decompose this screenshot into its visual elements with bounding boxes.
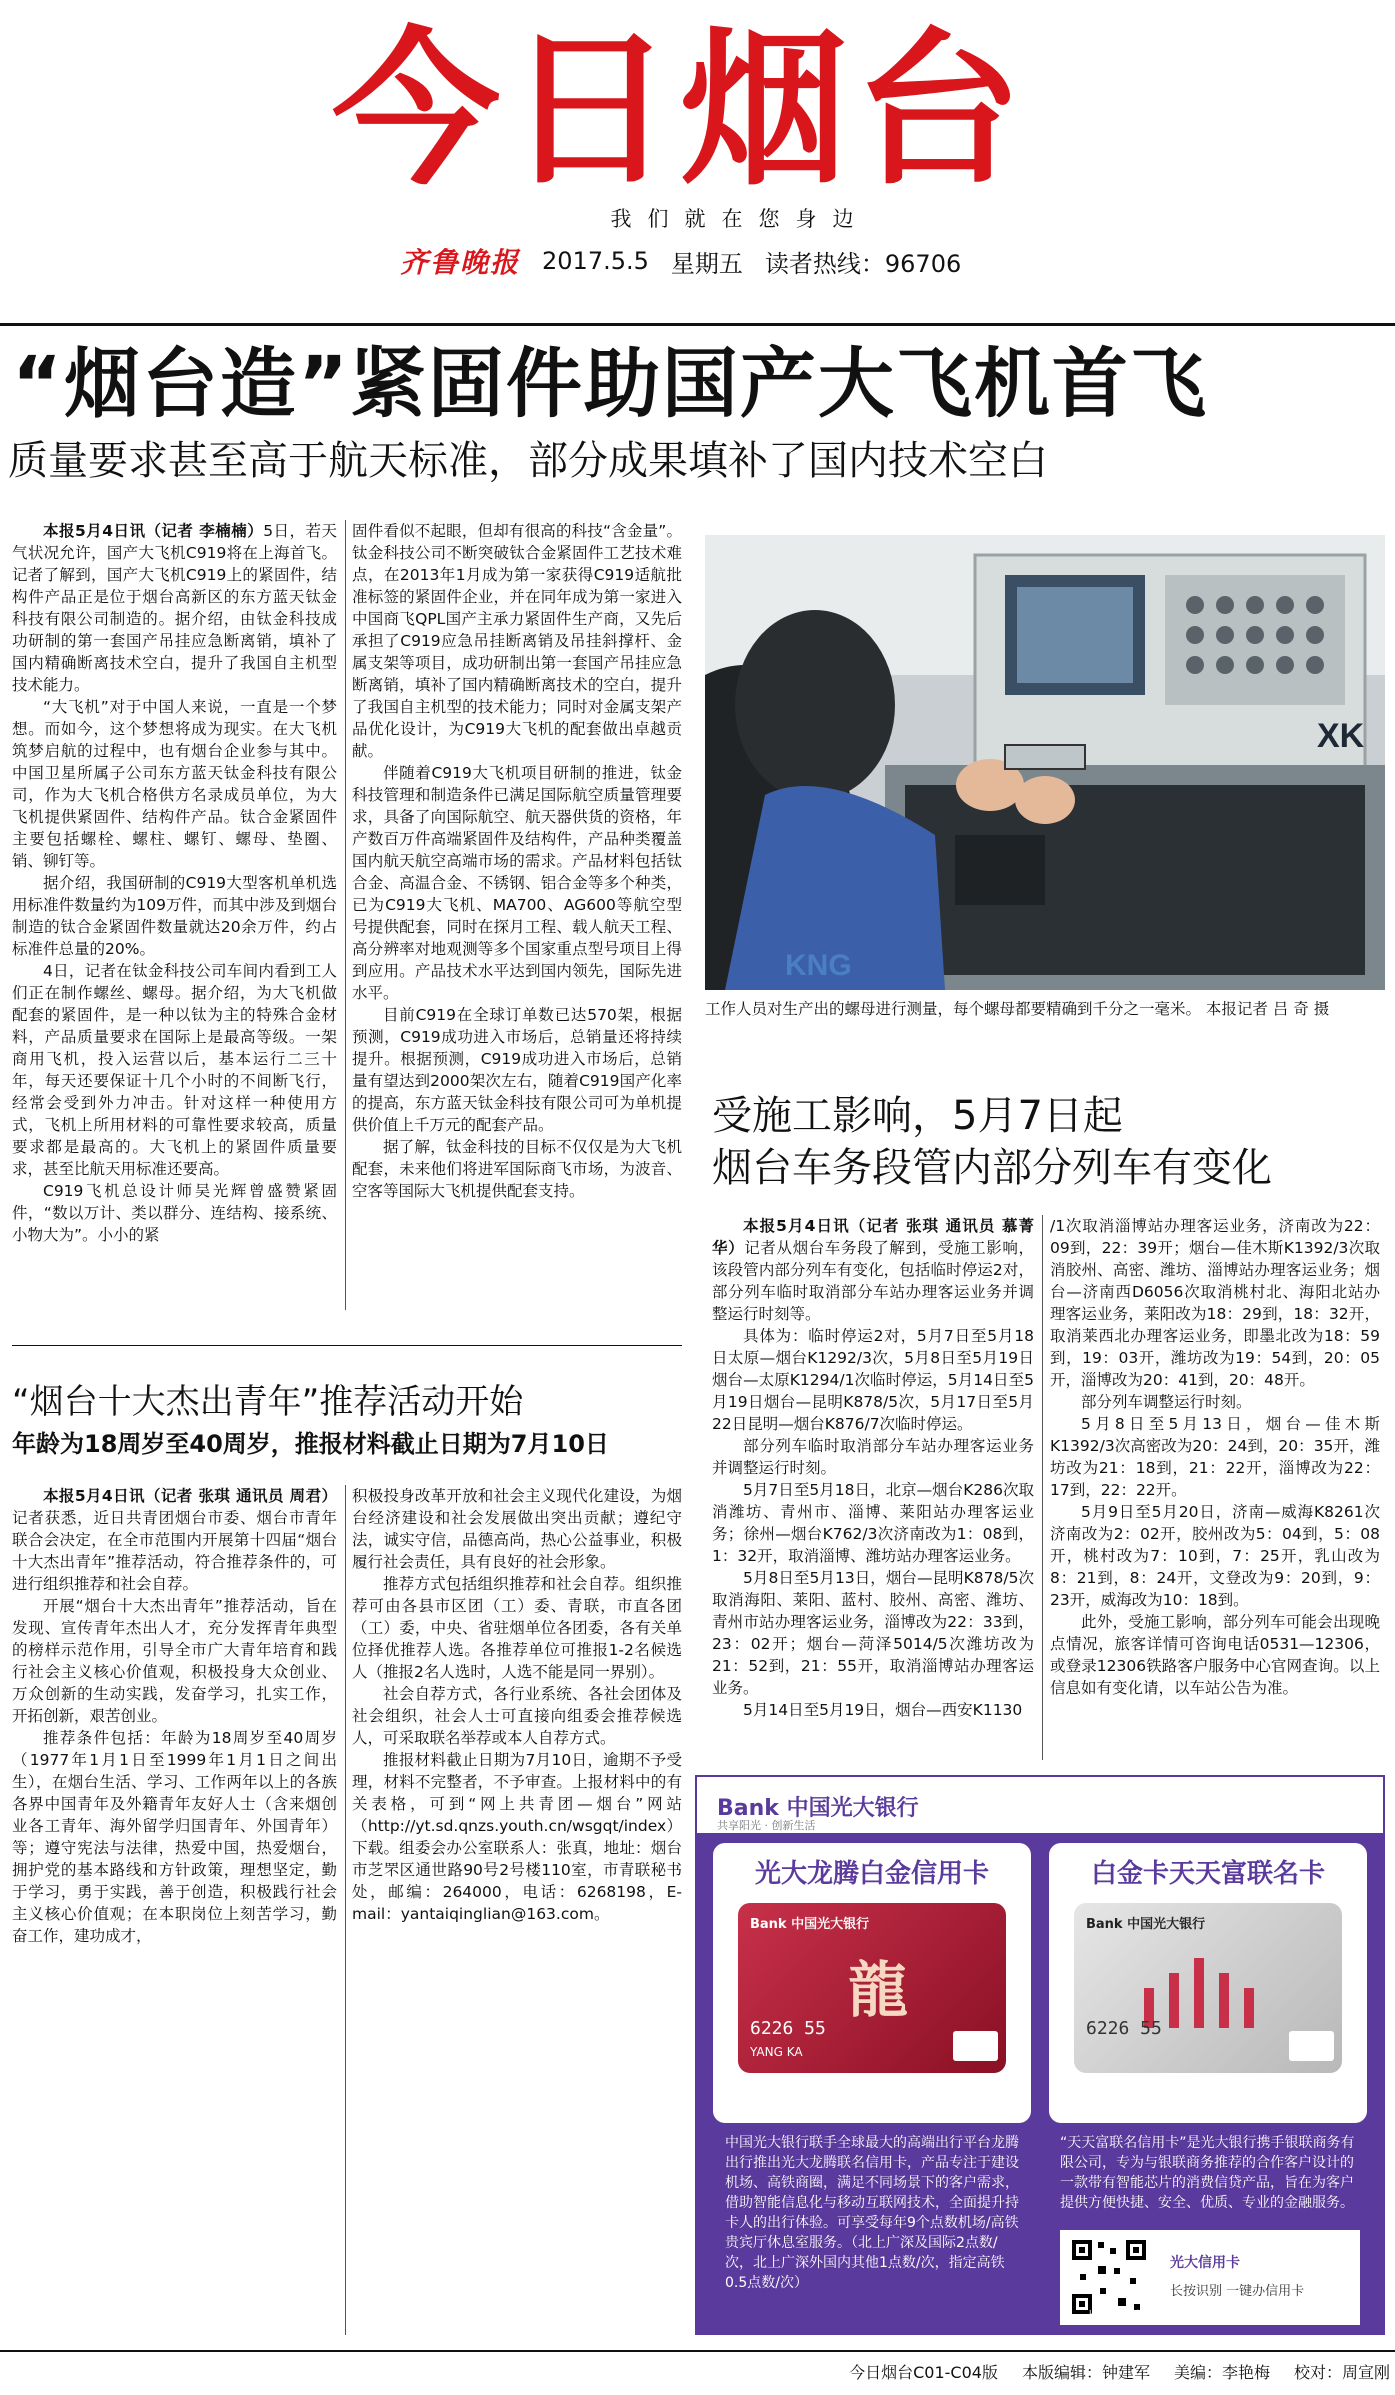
masthead-slogan: 我们就在您身边 bbox=[610, 207, 870, 231]
rail-headline-line2: 烟台车务段管内部分列车有变化 bbox=[712, 1145, 1272, 1191]
bank-slogan: 共享阳光 · 创新生活 bbox=[717, 1819, 816, 1832]
bank-advertisement[interactable] bbox=[695, 1775, 1385, 2335]
rail-paragraph: 5月8日至5月13日，烟台—佳木斯K1392/3次高密改为20：24到，20：35开，潍坊改为21：18到，21：22开，淄博改为22：17到，22：22开。 bbox=[1050, 1415, 1380, 1499]
footer-pages: 今日烟台C01-C04版 bbox=[849, 2363, 998, 2382]
rising-arrows-icon bbox=[1134, 1948, 1284, 2028]
youth-paragraph: 推荐条件包括：年龄为18周岁至40周岁（1977年1月1日至1999年1月1日之间出生），在烟台生活、学习、工作两年以上的各族各界中国青年及外籍青年友好人士（含来烟创业各工青年、海外留学归国青年、外国青年）等；遵守宪法与法律，热爱中国，热爱烟台，拥护党的基本路线和方针政策，理想坚定，勤于学习，勇于实践，善于创造，积极践行社会主义核心价值观；在本职岗位上刻苦学习，勤奋工作，建功成才， bbox=[12, 1729, 337, 1945]
card2-number: 6226 55 bbox=[1086, 2018, 1162, 2039]
youth-column-1 bbox=[12, 1485, 337, 1947]
rail-headline bbox=[712, 1090, 1382, 1194]
column-divider bbox=[345, 1485, 346, 2335]
rail-paragraph: 具体为：临时停运2对，5月7日至5月18日太原—烟台K1292/3次，5月8日至5月19日烟台—太原K1294/1次临时停运，5月14日至5月19日烟台—昆明K878/5次，5月17日至5月22日昆明—烟台K876/7次临时停运。 bbox=[712, 1327, 1034, 1433]
youth-paragraph: 积极投身改革开放和社会主义现代化建设，为烟台经济建设和社会发展做出突出贡献；遵纪守法，诚实守信，品德高尚，热心公益事业，积极履行社会责任，具有良好的社会形象。 bbox=[352, 1487, 682, 1571]
lead-subhead: 质量要求甚至高于航天标准，部分成果填补了国内技术空白 bbox=[8, 438, 1048, 484]
lead-byline: 本报5月4日讯（记者 李楠楠） bbox=[43, 522, 264, 540]
rail-paragraph: 5月9日至5月20日，济南—威海K8261次济南改为2：02开，胶州改为5：04到，5：08开，桃村改为7：10到，7：25开，乳山改为8：21到，8：24开，文登改为9：20到，9：23开，威海改为10：18到。 bbox=[1050, 1503, 1380, 1609]
lead-column-1 bbox=[12, 520, 337, 1246]
card1-image bbox=[738, 1903, 1006, 2073]
section-divider bbox=[12, 1345, 682, 1346]
paper-logo: 齐鲁晚报 bbox=[400, 246, 521, 279]
rail-paragraph: 5月7日至5月18日，北京—烟台K286次取消潍坊、青州市、淄博、莱阳站办理客运业务；徐州—烟台K762/3次济南改为1：08到，1：32开，取消淄博、潍坊站办理客运业务。 bbox=[712, 1481, 1034, 1565]
youth-paragraph: 推报材料截止日期为7月10日，逾期不予受理，材料不完整者，不予审查。上报材料中的有关表格，可到“网上共青团—烟台”网站（http://yt.sd.qnzs.youth.cn/wsgqt/index）下载。组委会办公室联系人：张真，地址：烟台市芝罘区通世路90号2号楼110室，市青联秘书处，邮编：264000，电话：6268198，E-mail：yantaiqinglian@163.com。 bbox=[352, 1751, 682, 1923]
rail-paragraph: 5月8日至5月13日，烟台—昆明K878/5次取消海阳、莱阳、蓝村、胶州、高密、潍坊、青州市站办理客运业务，淄博改为22：33到，23：02开；烟台—菏泽5014/5次潍坊改为21：52到，21：55开，取消淄博站办理客运业务。 bbox=[712, 1569, 1034, 1697]
rail-paragraph: 记者从烟台车务段了解到，受施工影响，该段管内部分列车有变化，包括临时停运2对，部分列车临时取消部分车站办理客运业务并调整运行时刻等。 bbox=[712, 1239, 1034, 1323]
card1-number: 6226 55 bbox=[750, 2018, 826, 2039]
column-divider bbox=[345, 520, 346, 1310]
masthead-title: 今日烟台 bbox=[332, 12, 1028, 208]
footer-art: 美编：李艳梅 bbox=[1173, 2363, 1270, 2382]
lead-paragraph: 据了解，钛金科技的目标不仅仅是为大飞机配套，未来他们将进军国际商飞市场，为波音、空客等国际大飞机提供配套支持。 bbox=[352, 1138, 682, 1200]
lead-paragraph: 5日，若天气状况允许，国产大飞机C919将在上海首飞。记者了解到，国产大飞机C919上的紧固件，结构件产品正是位于烟台高新区的东方蓝天钛金科技有限公司制造的。据介绍，由钛金科技成功研制的第一套国产吊挂应急断离销，填补了国内精确断离技术空白，提升了我国自主机型技术能力。 bbox=[12, 522, 337, 694]
footer-rule bbox=[0, 2350, 1395, 2352]
qr-code-icon[interactable] bbox=[1070, 2238, 1148, 2316]
dateline bbox=[400, 244, 1100, 278]
rail-paragraph: 部分列车调整运行时刻。 bbox=[1081, 1393, 1252, 1411]
youth-headline: “烟台十大杰出青年”推荐活动开始 bbox=[12, 1382, 524, 1422]
machine-label-text: KNG bbox=[785, 949, 852, 982]
card2-title: 白金卡天天富联名卡 bbox=[1090, 1859, 1325, 1889]
card1-panel bbox=[713, 1843, 1031, 2123]
youth-column-2 bbox=[352, 1485, 682, 1925]
issue-weekday: 星期五 bbox=[670, 249, 743, 278]
unionpay-icon bbox=[1289, 2031, 1334, 2061]
unionpay-icon bbox=[953, 2031, 998, 2061]
lead-paragraph: 目前C919在全球订单数已达570架，根据预测，C919成功进入市场后，总销量还将持续提升。根据预测，C919成功进入市场后，总销量有望达到2000架次左右，随着C919国产化率的提高，东方蓝天钛金科技有限公司可为单机提供价值上千万元的配套产品。 bbox=[352, 1006, 682, 1134]
footer-editor: 本版编辑：钟建军 bbox=[1021, 2363, 1150, 2382]
ad-header bbox=[695, 1775, 1385, 1835]
factory-photo bbox=[705, 535, 1385, 990]
reader-hotline: 读者热线：96706 bbox=[764, 249, 962, 278]
youth-paragraph: 推荐方式包括组织推荐和社会自荐。组织推荐可由各县市区团（工）委、青联，市直各团（工）委，中央、省驻烟单位各团委，各有关单位择优推荐人选。各推荐单位可推报1-2名候选人（推报2名人选时，人选不能是同一界别）。 bbox=[352, 1575, 682, 1681]
rail-headline-line1: 受施工影响，5月7日起 bbox=[712, 1093, 1123, 1139]
bank-logo: Bank 中国光大银行 bbox=[717, 1796, 919, 1821]
card1-dragon-glyph: 龍 bbox=[848, 1956, 908, 2026]
card2-bank-logo: Bank 中国光大银行 bbox=[1086, 1917, 1206, 1932]
card2-description: “天天富联名信用卡”是光大银行携手银联商务有限公司，专为与银联商务推荐的合作客户设计的一款带有智能芯片的消费信贷产品，旨在为客户提供方便快捷、安全、优质、专业的金融服务。 bbox=[1060, 2135, 1355, 2211]
lead-paragraph: 伴随着C919大飞机项目研制的推进，钛金科技管理和制造条件已满足国际航空质量管理要求，具备了向国际航空、航天器供货的资格，年产数百万件高端紧固件及结构件，产品种类覆盖国内航天航空高端市场的需求。产品材料包括钛合金、高温合金、不锈钢、铝合金等多个种类，已为C919大飞机、MA700、AG600等航空型号提供配套，同时在探月工程、载人航天工程、高分辨率对地观测等多个国家重点型号项目上得到应用。产品技术水平达到国内领先，国际先进水平。 bbox=[352, 764, 682, 1002]
masthead-rule bbox=[0, 323, 1395, 326]
photo-caption: 工作人员对生产出的螺母进行测量，每个螺母都要精确到千分之一毫米。 本报记者 吕 奇 摄 bbox=[705, 1000, 1330, 1018]
qr-brand: 光大信用卡 bbox=[1170, 2255, 1240, 2271]
screen-brand-text: XK bbox=[1317, 717, 1365, 755]
card2-image bbox=[1074, 1903, 1342, 2073]
qr-footer: 长按/扫一扫识别二维码，便可在线申请我行信用卡 bbox=[1087, 2309, 1333, 2322]
youth-paragraph: 记者获悉，近日共青团烟台市委、烟台市青年联合会决定，在全市范围内开展第十四届“烟台十大杰出青年”推荐活动，符合推荐条件的，可进行组织推荐和社会自荐。 bbox=[12, 1509, 337, 1593]
lead-column-2 bbox=[352, 520, 682, 1202]
lead-paragraph: 4日，记者在钛金科技公司车间内看到工人们正在制作螺丝、螺母。据介绍，为大飞机做配套的紧固件，是一种以钛为主的特殊合金材料，产品质量要求在国际上是最高等级。一架商用飞机，投入运营以后，基本运行二三十年，每天还要保证十几个小时的不间断飞行，经常会受到外力冲击。针对这样一种使用方式，飞机上所用材料的可靠性要求较高，质量要求都是最高的。大飞机上的紧固件质量要求，甚至比航天用标准还要高。 bbox=[12, 962, 337, 1178]
footer-proof: 校对：周宣刚 bbox=[1293, 2363, 1390, 2382]
rail-column-1 bbox=[712, 1215, 1034, 1721]
lead-paragraph: 据介绍，我国研制的C919大型客机单机选用标准件数量约为109万件，而其中涉及到烟台制造的钛合金紧固件数量就达20余万件，约占标准件总量的20%。 bbox=[12, 874, 337, 958]
rail-byline: 本报5月4日讯（记者 张琪 通讯员 慕菁华） bbox=[712, 1217, 1034, 1257]
rail-paragraph: 此外，受施工影响，部分列车可能会出现晚点情况，旅客详情可咨询电话0531—12306，或登录12306铁路客户服务中心官网查询。以上信息如有变化请，以车站公告为准。 bbox=[1050, 1613, 1380, 1697]
youth-paragraph: 开展“烟台十大杰出青年”推荐活动，旨在发现、宣传青年杰出人才，充分发挥青年典型的榜样示范作用，引导全市广大青年培育和践行社会主义核心价值观，积极投身大众创业、万众创新的生动实践，发奋学习，扎实工作，开拓创新，艰苦创业。 bbox=[12, 1597, 337, 1725]
rail-column-2 bbox=[1050, 1215, 1380, 1699]
youth-subhead: 年龄为18周岁至40周岁，推报材料截止日期为7月10日 bbox=[12, 1430, 609, 1458]
lead-paragraph: “大飞机”对于中国人来说，一直是一个梦想。而如今，这个梦想将成为现实。在大飞机筑梦启航的过程中，也有烟台企业参与其中。中国卫星所属子公司东方蓝天钛金科技有限公司，作为大飞机合格供方名录成员单位，为大飞机提供紧固件、结构件产品。钛合金紧固件主要包括螺栓、螺柱、螺钉、螺母、垫圈、销、铆钉等。 bbox=[12, 698, 337, 870]
qr-caption: 长按识别 一键办信用卡 bbox=[1170, 2284, 1305, 2299]
rail-paragraph: /1次取消淄博站办理客运业务，济南改为22：09到，22：39开；烟台—佳木斯K1392/3次取消胶州、高密、潍坊、淄博站办理客运业务；烟台—济南西D6056次取消桃村北、海阳北站办理客运业务，莱阳改为18：29到，18：32开，取消莱西北办理客运业务，即墨北改为18：59到，19：03开，潍坊改为19：54到，20：05开，淄博改为20：41到，20：48开。 bbox=[1050, 1217, 1380, 1389]
rail-paragraph: 5月14日至5月19日，烟台—西安K1130 bbox=[743, 1701, 1023, 1719]
card1-title: 光大龙腾白金信用卡 bbox=[754, 1859, 989, 1889]
column-divider bbox=[1042, 1215, 1043, 1760]
card1-description: 中国光大银行联手全球最大的高端出行平台龙腾出行推出光大龙腾联名信用卡，产品专注于建设机场、高铁商圈，满足不同场景下的客户需求，借助智能信息化与移动互联网技术，全面提升持卡人的出行体验。可享受每年9个点数机场/高铁贵宾厅休息室服务。（北上广深及国际2点数/次，北上广深外国内其他1点数/次，指定高铁0.5点数/次） bbox=[725, 2135, 1019, 2291]
lead-paragraph: C919飞机总设计师吴光辉曾盛赞紧固件，“数以万计、类以群分、连结构、接系统、小物大为”。小小的紧 bbox=[12, 1182, 337, 1244]
worker-measuring-image bbox=[705, 535, 1385, 990]
card1-bank-logo: Bank 中国光大银行 bbox=[750, 1917, 870, 1932]
lead-paragraph: 固件看似不起眼，但却有很高的科技“含金量”。钛金科技公司不断突破钛合金紧固件工艺技术难点，在2013年1月成为第一家获得C919适航批准标签的紧固件企业，并在同年成为第一家进入中国商飞QPL国产主承力紧固件生产商，又先后承担了C919应急吊挂断离销及吊挂斜撑杆、金属支架等项目，成功研制出第一套国产吊挂应急断离销，填补了国内精确断离技术的空白，提升了我国自主机型的技术能力；同时对金属支架产品优化设计，为C919大飞机的配套做出卓越贡献。 bbox=[352, 522, 682, 760]
issue-date: 2017.5.5 bbox=[542, 247, 649, 275]
youth-paragraph: 社会自荐方式，各行业系统、各社会团体及社会组织，社会人士可直接向组委会推荐候选人，可采取联名举荐或本人自荐方式。 bbox=[352, 1685, 682, 1747]
footer-credits bbox=[810, 2360, 1390, 2383]
masthead bbox=[0, 0, 1395, 330]
lead-headline: “烟台造”紧固件助国产大飞机首飞 bbox=[12, 339, 1208, 428]
rail-paragraph: 部分列车临时取消部分车站办理客运业务并调整运行时刻。 bbox=[712, 1437, 1034, 1477]
youth-byline: 本报5月4日讯（记者 张琪 通讯员 周君） bbox=[43, 1487, 337, 1505]
card1-holder: YANG KA bbox=[750, 2045, 803, 2059]
card2-panel bbox=[1049, 1843, 1367, 2123]
